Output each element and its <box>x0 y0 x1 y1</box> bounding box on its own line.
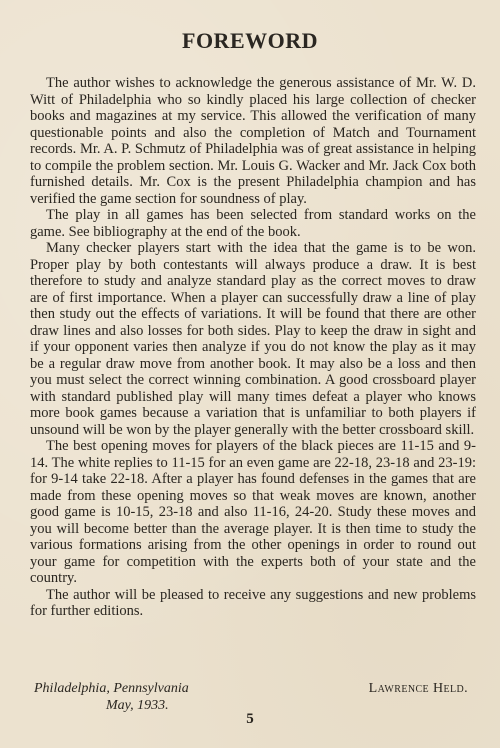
paragraph-strategy: Many checker players start with the idea that the game is to be won. Proper play by both contestants will always produce a draw. It is best therefore to study and analyze standard play as the correct moves to draw are of first importance. When a player can successfully draw a line of play then study out the effects of variations. It will be found that there are other draw lines and also losses for both sides. Play to keep the draw in sight and if your opponent varies then analyze if you do not know the play as it may be a regular draw move from another book. It may also be a loss and then you must select the correct winning combination. A good crossboard player with standard published play will many times defeat a player who knows more book games because a variation that is unfamiliar to both players if unsound will be won by the player generally with the better crossboard skill. <box>30 240 476 438</box>
page-number: 5 <box>246 711 254 727</box>
paragraph-openings: The best opening moves for players of the black pieces are 11-15 and 9-14. The white replies to 11-15 for an even game are 22-18, 23-18 and 23-19: for 9-14 take 22-18. After a player has found defenses in the games that are made from these opening moves so that weak moves are known, another good game is 10-15, 23-18 and also 11-16, 24-20. Study these moves and you will become better than the average player. It is then time to study the various formations arising from the other openings in order to round out your game for competition with the experts both of your state and the country. <box>30 438 476 586</box>
page-title: FOREWORD <box>182 28 318 53</box>
paragraph-closing: The author will be pleased to receive any suggestions and new problems for further editions. <box>30 586 476 619</box>
foreword-body <box>30 75 476 620</box>
signoff-place: Philadelphia, Pennsylvania <box>34 681 189 696</box>
paragraph-acknowledgement: The author wishes to acknowledge the generous assistance of Mr. W. D. Witt of Philadelphia who so kindly placed his large collection of checker books and magazines at my service. This allowed the verification of many questionable points and also the completion of Match and Tournament records. Mr. A. P. Schmutz of Philadelphia was of great assistance in helping to compile the problem section. Mr. Louis G. Wacker and Mr. Jack Cox both furnished details. Mr. Cox is the present Philadelphia champion and has verified the game section for soundness of play. <box>30 75 476 207</box>
paragraph-sources: The play in all games has been selected from standard works on the game. See bibliography at the end of the book. <box>30 207 476 240</box>
signoff-author: Lawrence Held. <box>368 681 468 696</box>
signoff-date: May, 1933. <box>106 698 169 713</box>
